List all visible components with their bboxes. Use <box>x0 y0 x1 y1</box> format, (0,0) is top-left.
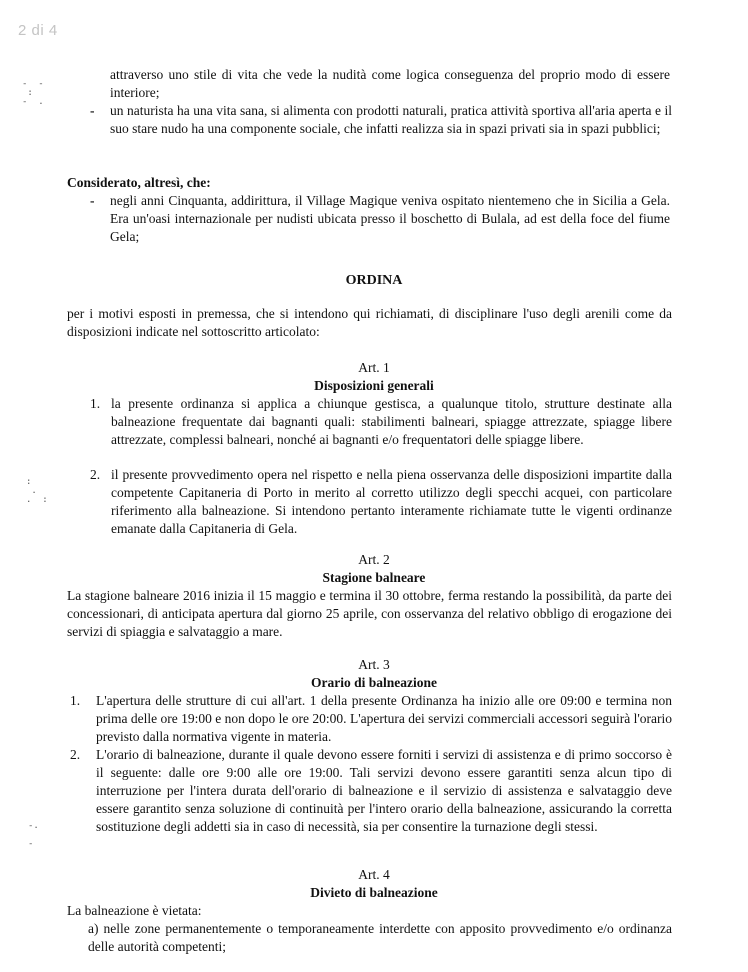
art-number: Art. 4 <box>358 867 390 882</box>
list-number: 2. <box>90 467 101 482</box>
art-title: Orario di balneazione <box>311 675 437 690</box>
ordina-text: per i motivi esposti in premessa, che si intendono qui richiamati, di disciplinare l'uso degli arenili come da disposizioni indicate nel sottoscritto articolato: <box>67 306 672 339</box>
art-intro: La balneazione è vietata: <box>67 903 202 918</box>
scan-mark: - - : - . <box>22 79 44 107</box>
bullet-continuation-text: attraverso uno stile di vita che vede la nudità come logica conseguenza del proprio modo di essere interiore; <box>110 67 670 100</box>
considerato-heading: Considerato, altresì, che: <box>67 175 211 190</box>
list-item-text: la presente ordinanza si applica a chiunque gestisca, a qualunque titolo, strutture destinate alla balneazione frequentate dai bagnanti quali: stabilimenti balneari, spiagge attrezzate, spiagge libere attrezzate, complessi balneari, nonché ai bagnanti e/o frequentatori delle spiagge libere. <box>111 396 672 447</box>
list-item-text: il presente provvedimento opera nel rispetto e nella piena osservanza delle disposizioni impartite dalla competente Capitaneria di Porto in merito al corretto utilizzo degli specchi acquei, con particolare riferimento alla balneazione. Si intendono pertanto interamente richiamate tutte le vigenti ordinanze emanate dalla Capitaneria di Gela. <box>111 467 672 536</box>
list-number: 1. <box>90 396 101 411</box>
art-item-text: a) nelle zone permanentemente o temporaneamente interdette con apposito provvedimento e/o ordinanza delle autorità competenti; <box>88 921 672 954</box>
art-number: Art. 2 <box>358 552 390 567</box>
art-title: Disposizioni generali <box>314 378 434 393</box>
scan-mark: : . . : <box>26 477 48 505</box>
bullet-dash: - <box>90 103 95 118</box>
list-number: 1. <box>70 693 81 708</box>
bullet-dash: - <box>90 193 95 208</box>
list-item-text: L'orario di balneazione, durante il quale devono essere forniti i servizi di assistenza e di primo soccorso è il seguente: dalle ore 9:00 alle ore 19:00. Tali servizi devono essere garantiti senza alcun tipo di interruzione per l'intera durata dell'orario di balneazione e il servizio di assistenza e salvataggio deve essere garantito senza soluzione di continuità per l'intero orario della balneazione, assicurando la corretta sostituzione degli addetti sia in caso di necessità, sia per consentire la turnazione degli stessi. <box>96 747 672 834</box>
ordina-title: ORDINA <box>345 273 403 288</box>
art-paragraph: La stagione balneare 2016 inizia il 15 maggio e termina il 30 ottobre, ferma restando la possibilità, da parte dei concessionari, di anticipata apertura dal giorno 25 aprile, con osservanza del relativo obbligo di erogazione dei servizi di spiaggia e salvataggio a mare. <box>67 588 672 639</box>
art-title: Stagione balneare <box>322 570 426 585</box>
art-number: Art. 3 <box>358 657 390 672</box>
scan-mark: -. - <box>28 821 39 849</box>
art-number: Art. 1 <box>358 360 390 375</box>
list-number: 2. <box>70 747 81 762</box>
list-item-text: L'apertura delle strutture di cui all'art. 1 della presente Ordinanza ha inizio alle ore 09:00 e termina non prima delle ore 19:00 e non dopo le ore 20:00. L'apertura dei servizi commerciali accessori seguirà l'orario previsto dalla normativa vigente in materia. <box>96 693 672 744</box>
considerato-item-text: negli anni Cinquanta, addirittura, il Village Magique veniva ospitato nientemeno che in Sicilia a Gela. Era un'oasi internazionale per nudisti ubicata presso il boschetto di Bulala, ad est della foce del fiume Gela; <box>110 193 670 244</box>
page-counter: 2 di 4 <box>18 22 58 39</box>
bullet-item-text: un naturista ha una vita sana, si alimenta con prodotti naturali, pratica attività sportiva all'aria aperta e il suo stare nudo ha una componente sociale, che infatti realizza sia in spazi privati sia in spazi pubblici; <box>110 103 672 136</box>
art-title: Divieto di balneazione <box>310 885 438 900</box>
